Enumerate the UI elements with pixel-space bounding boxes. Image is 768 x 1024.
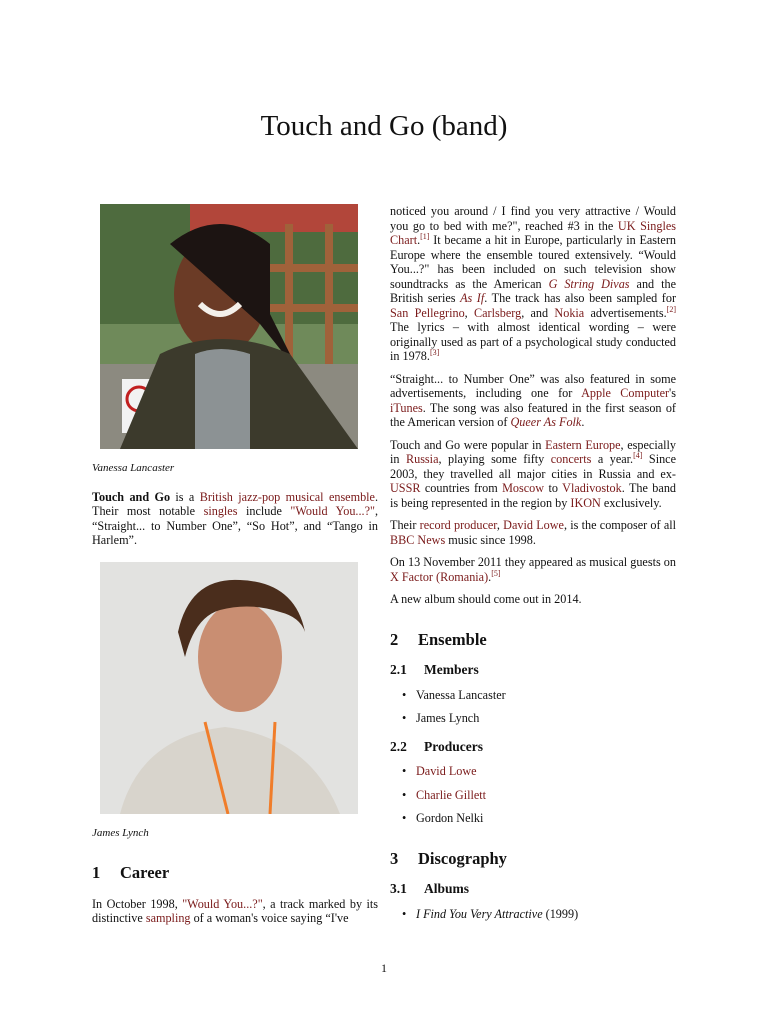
citation-link[interactable]: [5] xyxy=(491,568,501,578)
link-itunes[interactable]: iTunes xyxy=(390,400,423,415)
link-as-if[interactable]: As If xyxy=(460,291,485,305)
text: a year. xyxy=(591,452,634,466)
link-jazz-pop[interactable]: jazz-pop xyxy=(238,489,281,504)
text: . xyxy=(417,233,421,247)
members-list xyxy=(390,688,676,726)
james-photo-image xyxy=(100,562,358,814)
citation-link[interactable]: [4] xyxy=(633,450,643,460)
link-carlsberg[interactable]: Carlsberg xyxy=(474,305,522,320)
link-apple-computer[interactable]: Apple Computer xyxy=(581,386,670,400)
link-queer-as-folk[interactable]: Queer As Folk xyxy=(510,415,582,429)
left-column xyxy=(92,204,378,934)
popularity-paragraph xyxy=(390,438,676,511)
list-item xyxy=(402,788,676,803)
section-heading-ensemble xyxy=(390,629,676,649)
section-number: 2.1 xyxy=(390,662,407,677)
link-would-you[interactable]: "Would You...?" xyxy=(182,896,263,911)
albums-list xyxy=(390,907,676,922)
link-ikon[interactable]: IKON xyxy=(570,495,601,510)
subsection-heading-members xyxy=(390,663,676,678)
text: . Their most notable xyxy=(92,489,379,518)
link-david-lowe[interactable]: David Lowe xyxy=(416,764,477,778)
text: music since 1998. xyxy=(445,532,536,547)
new-album-paragraph: A new album should come out in 2014. xyxy=(390,592,582,606)
link-musical-ensemble[interactable]: musical ensemble xyxy=(285,489,375,504)
career-paragraph-continued xyxy=(390,204,676,364)
text: . The track has also been sampled for xyxy=(484,291,677,305)
text: . The band is being represented in the region by xyxy=(390,481,677,510)
link-sampling[interactable]: sampling xyxy=(145,911,191,925)
list-item xyxy=(402,907,676,922)
link-vladivostok[interactable]: Vladivostok xyxy=(562,481,622,495)
text: , especially in xyxy=(390,437,676,466)
link-would-you[interactable]: "Would You...?" xyxy=(290,504,375,518)
text: countries from xyxy=(420,481,503,495)
link-x-factor-romania[interactable]: X Factor (Romania) xyxy=(390,569,489,584)
text: noticed you around / I find you very attractive / Would you go to bed with me?", reached #3 in the xyxy=(390,204,676,233)
text: , playing some fifty xyxy=(438,452,551,466)
citation-link[interactable]: [3] xyxy=(429,347,440,357)
text: is a xyxy=(170,489,200,504)
link-g-string-divas[interactable]: G String Divas xyxy=(548,276,630,291)
intro-paragraph xyxy=(92,490,378,548)
text: 's xyxy=(669,386,676,400)
page-title: Touch and Go (band) xyxy=(260,110,508,142)
text: exclusively. xyxy=(600,495,662,510)
citation-link[interactable]: [1] xyxy=(420,231,430,241)
list-item: • James Lynch xyxy=(402,711,676,726)
link-san-pellegrino[interactable]: San Pellegrino xyxy=(390,305,465,320)
album-year: (1999) xyxy=(542,906,579,921)
producer-paragraph xyxy=(390,518,676,547)
section-number: 2.2 xyxy=(390,738,407,754)
text: Since 2003, they travelled all major cities in Russia and ex- xyxy=(390,452,676,481)
section-title: Discography xyxy=(418,848,507,868)
text: , and xyxy=(521,305,555,320)
photo-caption: Vanessa Lancaster xyxy=(92,462,175,474)
text: On 13 November 2011 they appeared as musical guests on xyxy=(390,555,676,569)
text: include xyxy=(237,504,291,518)
text: . xyxy=(488,569,492,584)
producers-list xyxy=(390,764,676,826)
text: “Straight... to Number One” was also featured in some advertisements, including one for xyxy=(390,371,676,400)
section-title: Members xyxy=(424,662,479,677)
section-heading-career xyxy=(92,863,378,882)
link-moscow[interactable]: Moscow xyxy=(502,481,545,495)
xfactor-paragraph xyxy=(390,555,676,584)
list-item: • Vanessa Lancaster xyxy=(402,688,676,703)
section-heading-discography xyxy=(390,848,676,868)
photo-caption: James Lynch xyxy=(92,826,149,839)
career-paragraph xyxy=(92,897,378,926)
text: advertisements. xyxy=(584,305,667,320)
section-title: Ensemble xyxy=(418,629,487,649)
link-bbc-news[interactable]: BBC News xyxy=(390,532,446,547)
text: , a track marked by its distinctive xyxy=(92,896,379,925)
link-british[interactable]: British xyxy=(199,489,233,504)
text: It became a hit in Europe, particularly in Eastern Europe where the ensemble toured extensively. “Would You...?" has been included on such television show soundtracks as the American xyxy=(390,233,676,291)
text: In October 1998, xyxy=(92,896,183,911)
photo-james-lynch xyxy=(100,562,358,814)
text: . The song was also featured in the first season of the American version of xyxy=(390,400,676,429)
text: and the British series xyxy=(390,276,677,305)
text: , xyxy=(496,518,504,532)
band-name-bold: Touch and Go xyxy=(92,489,171,504)
section-number: 2 xyxy=(390,629,399,649)
list-item xyxy=(402,764,676,779)
subsection-heading-albums xyxy=(390,882,676,897)
text: of a woman's voice saying “I've xyxy=(190,911,349,925)
text: Touch and Go were popular in xyxy=(390,437,546,452)
section-number: 3.1 xyxy=(390,881,407,896)
text: , xyxy=(464,305,475,320)
right-column xyxy=(390,204,676,930)
text: , is the composer of all xyxy=(563,518,677,532)
page-number: 1 xyxy=(381,961,387,975)
text: , “Straight... to Number One”, “So Hot”, and “Tango in Harlem”. xyxy=(92,504,379,547)
link-russia[interactable]: Russia xyxy=(405,452,439,466)
text: Their xyxy=(390,518,420,532)
text: . xyxy=(581,415,585,429)
link-nokia[interactable]: Nokia xyxy=(554,305,585,320)
album-title: I Find You Very Attractive xyxy=(416,906,543,921)
section-title: Producers xyxy=(424,738,483,754)
photo-vanessa-lancaster xyxy=(100,204,358,449)
link-concerts[interactable]: concerts xyxy=(550,452,592,466)
section-title: Albums xyxy=(424,881,470,896)
citation-link[interactable]: [2] xyxy=(666,304,676,314)
subsection-heading-producers xyxy=(390,740,676,755)
link-singles[interactable]: singles xyxy=(203,504,238,518)
link-uk-singles-chart[interactable]: UK Singles Chart xyxy=(390,218,676,247)
text: The lyrics – with almost identical wording – were originally used as part of a psychological study conducted in 1978. xyxy=(390,320,676,363)
vanessa-photo-image xyxy=(100,204,358,449)
text: to xyxy=(544,481,563,495)
section-number: 1 xyxy=(92,863,101,882)
list-item: • Gordon Nelki xyxy=(402,811,676,826)
link-charlie-gillett[interactable]: Charlie Gillett xyxy=(416,787,487,802)
section-title: Career xyxy=(120,863,170,882)
section-number: 3 xyxy=(390,848,399,868)
link-david-lowe[interactable]: David Lowe xyxy=(503,518,564,532)
link-ussr[interactable]: USSR xyxy=(390,481,421,495)
itunes-paragraph xyxy=(390,372,676,430)
link-eastern-europe[interactable]: Eastern Europe xyxy=(545,437,621,452)
link-record-producer[interactable]: record producer xyxy=(419,518,497,532)
